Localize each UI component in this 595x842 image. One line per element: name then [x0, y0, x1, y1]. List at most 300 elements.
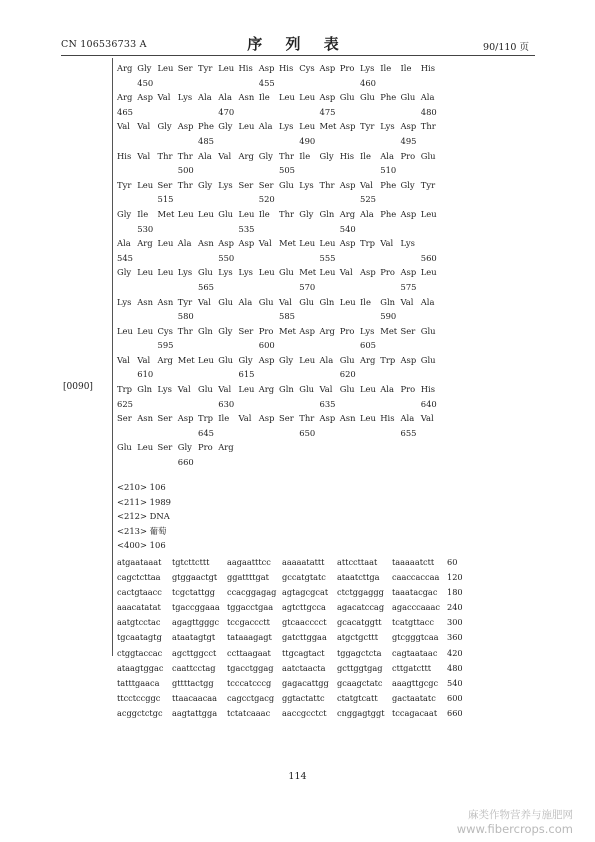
residue: Gly — [279, 354, 294, 365]
residue-number: 615 — [238, 369, 255, 380]
residue-number — [320, 367, 340, 382]
residue: Val — [380, 238, 394, 249]
residue-number — [401, 192, 421, 207]
dna-block-chunk: ccacggagag — [227, 587, 277, 598]
residue-number — [178, 251, 198, 266]
residue-number — [340, 309, 360, 324]
residue: Gly — [117, 208, 132, 219]
residue-number-row — [117, 105, 477, 120]
residue-number — [218, 367, 238, 382]
residue — [380, 440, 400, 455]
residue-number — [117, 455, 137, 470]
residue-number — [239, 76, 259, 91]
residue-number — [198, 309, 218, 324]
residue: Glu — [258, 296, 274, 307]
residue: Arg — [360, 354, 376, 365]
residue-number — [401, 222, 421, 237]
dna-block-chunk: ctatgtcatt — [337, 692, 378, 703]
dna-row — [117, 661, 469, 676]
residue-number — [137, 455, 157, 470]
residue-number — [299, 76, 319, 91]
residue: Arg — [157, 354, 173, 365]
residue-number — [218, 76, 238, 91]
dna-block-chunk: atgaataaat — [117, 557, 162, 567]
dna-block-chunk: gatcttggaa — [282, 632, 327, 643]
residue: Asp — [258, 354, 275, 365]
dna-position: 540 — [447, 677, 463, 688]
residue-number — [279, 134, 299, 149]
residue-row — [117, 265, 477, 280]
residue: Ser — [157, 413, 173, 424]
residue: Glu — [218, 354, 234, 365]
dna-block-chunk: cnggagtggt — [337, 707, 385, 718]
residue-number: 605 — [360, 340, 376, 351]
residue: Ala — [198, 150, 212, 161]
residue: Lys — [177, 267, 193, 278]
residue-number — [158, 163, 178, 178]
residue: Trp — [198, 413, 213, 424]
residue-number: 545 — [117, 252, 133, 263]
residue-number — [380, 426, 400, 441]
residue-number — [380, 76, 400, 91]
residue: Ser — [157, 179, 173, 190]
residue: Ile — [299, 150, 311, 161]
residue-number — [279, 280, 299, 295]
residue: Glu — [420, 150, 436, 161]
dna-block-chunk: cttgatcttt — [392, 662, 432, 673]
residue: Asn — [339, 413, 356, 424]
dna-block-chunk: ggtactattc — [282, 692, 325, 703]
dna-block-chunk: tgacctggag — [227, 662, 274, 673]
residue-number-row — [117, 192, 477, 207]
residue-number — [421, 338, 441, 353]
residue-number — [117, 367, 137, 382]
residue-number — [340, 134, 360, 149]
residue-number — [421, 222, 441, 237]
residue-number — [380, 134, 400, 149]
dna-position: 660 — [447, 707, 463, 718]
residue: Lys — [400, 238, 415, 249]
residue-number — [158, 309, 178, 324]
residue: Leu — [319, 267, 336, 278]
dna-position: 600 — [447, 692, 463, 703]
residue-row — [117, 440, 477, 455]
residue: Gly — [238, 354, 253, 365]
residue-number — [299, 251, 319, 266]
meta-seq-id: <210> 106 — [117, 482, 166, 492]
residue-number: 555 — [319, 252, 336, 263]
residue-number — [299, 338, 319, 353]
residue-number — [279, 76, 299, 91]
residue — [360, 440, 380, 455]
residue-number: 540 — [339, 223, 356, 234]
residue-number — [178, 76, 198, 91]
residue — [279, 440, 299, 455]
residue-number: 585 — [279, 311, 295, 322]
residue: Arg — [218, 442, 234, 453]
dna-row — [117, 555, 469, 570]
residue-number — [340, 251, 360, 266]
residue: His — [339, 150, 355, 161]
residue-number — [401, 455, 421, 470]
dna-block-chunk: cagctcttaa — [117, 572, 161, 583]
residue-number — [259, 455, 279, 470]
residue-number — [279, 397, 299, 412]
residue-number — [360, 397, 380, 412]
residue: Lys — [279, 121, 294, 132]
residue-number — [340, 338, 360, 353]
watermark-url: www.fibercrops.com — [456, 822, 573, 836]
residue: Leu — [238, 121, 255, 132]
residue-number — [259, 397, 279, 412]
residue-number — [279, 192, 299, 207]
residue: Gln — [380, 296, 396, 307]
residue-number: 520 — [258, 194, 275, 205]
dna-block-chunk: tgcaatagtg — [117, 632, 162, 643]
residue-number — [178, 134, 198, 149]
residue-number: 550 — [218, 252, 235, 263]
dna-block-chunk: taaatacgac — [392, 587, 438, 598]
meta-sequence-start: <400> 106 — [117, 540, 166, 550]
residue: Asn — [137, 296, 153, 307]
residue: Ile — [137, 208, 149, 219]
residue-number — [178, 338, 198, 353]
residue: Pro — [400, 150, 416, 161]
residue: Lys — [238, 267, 253, 278]
residue: Asp — [339, 238, 356, 249]
site-watermark — [457, 809, 573, 836]
dna-row — [117, 585, 469, 600]
residue-number — [360, 280, 380, 295]
residue-number — [299, 397, 319, 412]
residue-number — [401, 163, 421, 178]
residue-number — [380, 192, 400, 207]
residue-number — [299, 163, 319, 178]
dna-block-chunk: agcttggcct — [172, 647, 217, 658]
residue: Asp — [319, 92, 336, 103]
residue: Ile — [218, 413, 230, 424]
residue-number — [239, 309, 259, 324]
residue-number — [198, 192, 218, 207]
residue-number — [320, 455, 340, 470]
residue: Ala — [380, 150, 394, 161]
dna-row — [117, 646, 469, 661]
residue-number — [178, 192, 198, 207]
residue-number — [340, 192, 360, 207]
residue-number — [299, 222, 319, 237]
dna-block-chunk: ataatagtgt — [172, 632, 216, 643]
residue: Leu — [177, 208, 194, 219]
residue: Gly — [218, 121, 233, 132]
residue-number — [360, 163, 380, 178]
dna-block-chunk: gtcgggtcaa — [392, 632, 439, 643]
residue-number — [259, 222, 279, 237]
residue-number — [137, 251, 157, 266]
residue-number — [299, 105, 319, 120]
residue-number — [320, 426, 340, 441]
residue-number — [117, 163, 137, 178]
page-info: 90/110 页 — [483, 42, 529, 53]
residue — [239, 440, 259, 455]
residue-number-row — [117, 338, 477, 353]
residue: Ser — [177, 63, 193, 73]
residue: Leu — [258, 267, 275, 278]
residue-number — [421, 280, 441, 295]
residue-number-row — [117, 367, 477, 382]
residue: Val — [339, 267, 353, 278]
residue: Gly — [218, 325, 233, 336]
residue: Val — [137, 121, 151, 132]
residue-number-row — [117, 309, 477, 324]
residue: Leu — [137, 179, 154, 190]
left-margin-divider — [112, 58, 113, 656]
residue-number — [340, 397, 360, 412]
residue-number — [117, 222, 137, 237]
residue-number: 490 — [299, 135, 316, 146]
residue-number: 655 — [400, 427, 417, 438]
dna-block-chunk: gtggaactgt — [172, 572, 218, 583]
residue: Asp — [400, 354, 417, 365]
residue: Asp — [218, 238, 234, 249]
residue-number-row — [117, 222, 477, 237]
dna-block-chunk: aatgtcctac — [117, 617, 161, 628]
residue-number-row — [117, 397, 477, 412]
residue-number — [279, 455, 299, 470]
residue: Leu — [198, 208, 214, 219]
residue-number: 475 — [319, 106, 336, 117]
residue: Glu — [218, 296, 234, 307]
residue-number — [401, 76, 421, 91]
dna-block-chunk: agagttgggc — [172, 617, 220, 628]
residue: Gln — [319, 208, 335, 219]
dna-block-chunk: tcgctattgg — [172, 587, 215, 598]
residue-number: 525 — [360, 194, 376, 205]
residue: Val — [157, 92, 171, 103]
residue: Asp — [258, 413, 275, 424]
residue: Val — [218, 150, 232, 161]
dna-block-chunk: tgtcttcttt — [172, 557, 210, 567]
residue-number — [218, 338, 238, 353]
residue: Asn — [157, 296, 174, 307]
dna-row — [117, 600, 469, 615]
dna-block-chunk: agacatccag — [337, 602, 385, 613]
residue-number — [198, 251, 218, 266]
residue-number-row — [117, 251, 477, 266]
residue-number — [380, 105, 400, 120]
dna-block-chunk: tcatgttacc — [392, 617, 434, 628]
residue-number: 510 — [380, 165, 397, 176]
residue: Pro — [380, 267, 395, 278]
residue-number — [178, 426, 198, 441]
residue: Glu — [339, 384, 355, 395]
watermark-title: 麻类作物营养与施肥网 — [468, 809, 573, 821]
residue-number — [380, 338, 400, 353]
residue: Glu — [339, 92, 355, 103]
residue: Thr — [319, 179, 335, 190]
residue: Tyr — [360, 121, 375, 132]
residue: Ile — [380, 63, 392, 73]
residue: Asn — [137, 413, 153, 424]
residue: Gly — [117, 267, 132, 278]
residue: His — [279, 63, 294, 73]
residue-number: 640 — [420, 398, 437, 409]
residue: Lys — [360, 63, 375, 73]
residue-number — [401, 251, 421, 266]
residue: Asp — [177, 121, 194, 132]
dna-position: 60 — [447, 557, 458, 567]
residue: Leu — [137, 325, 154, 336]
residue: Ala — [400, 413, 415, 424]
residue: Ala — [238, 296, 253, 307]
residue: Lys — [218, 179, 233, 190]
residue: Lys — [380, 121, 395, 132]
dna-block-chunk: agtagcgcat — [282, 587, 329, 598]
residue-number — [279, 105, 299, 120]
residue — [259, 440, 279, 455]
residue: Asp — [339, 179, 356, 190]
residue: Glu — [279, 179, 294, 190]
residue-number — [137, 397, 157, 412]
dna-block-chunk: ttcctccggc — [117, 692, 161, 703]
residue: Ser — [117, 413, 132, 424]
dna-block-chunk: attccttaat — [337, 557, 378, 567]
residue: Tyr — [420, 179, 436, 190]
residue-number — [299, 367, 319, 382]
dna-block-chunk: tatttgaaca — [117, 677, 160, 688]
residue-number — [421, 309, 441, 324]
dna-row — [117, 615, 469, 630]
residue-number: 600 — [258, 340, 275, 351]
residue: Phe — [198, 121, 214, 132]
residue — [299, 440, 319, 455]
residue-number — [380, 222, 400, 237]
residue-number — [178, 397, 198, 412]
residue-number — [117, 338, 137, 353]
residue: Gly — [177, 442, 192, 453]
residue-number — [360, 251, 380, 266]
residue-number — [320, 163, 340, 178]
residue: Asp — [238, 238, 255, 249]
residue-number — [239, 397, 259, 412]
residue: Val — [218, 384, 232, 395]
residue: Thr — [279, 150, 294, 161]
residue: Glu — [218, 208, 234, 219]
residue — [421, 236, 441, 251]
residue: Thr — [279, 208, 294, 219]
residue-row — [117, 353, 477, 368]
residue-number — [360, 309, 380, 324]
residue: Arg — [319, 325, 335, 336]
residue-number — [198, 397, 218, 412]
meta-type: <212> DNA — [117, 511, 170, 521]
residue-number: 470 — [218, 106, 235, 117]
dna-block-chunk: ggattttgat — [227, 572, 269, 583]
residue-number: 505 — [279, 165, 295, 176]
dna-block-chunk: ttgcagtact — [282, 647, 325, 658]
residue-number — [178, 280, 198, 295]
residue: Leu — [238, 208, 255, 219]
residue: Ala — [360, 208, 374, 219]
residue-number — [320, 222, 340, 237]
dna-block-chunk: ataatcttga — [337, 572, 380, 583]
residue-number: 460 — [360, 77, 376, 88]
residue-row — [117, 236, 477, 251]
residue-number — [239, 338, 259, 353]
residue-number — [279, 338, 299, 353]
residue-number — [239, 426, 259, 441]
residue-number: 650 — [299, 427, 316, 438]
residue-number: 465 — [117, 106, 133, 117]
dna-block-chunk: aaacatatat — [117, 602, 161, 613]
residue-number: 625 — [117, 398, 133, 409]
residue: Arg — [117, 63, 133, 73]
residue: Gly — [319, 150, 334, 161]
residue: Ile — [400, 63, 412, 73]
residue-number: 455 — [258, 77, 275, 88]
dna-block-chunk: atgctgcttt — [337, 632, 378, 643]
residue: Glu — [360, 92, 375, 103]
dna-block-chunk: ctctggaggg — [337, 587, 384, 598]
residue: His — [238, 63, 253, 73]
residue: His — [117, 150, 132, 161]
residue: Gly — [400, 179, 415, 190]
residue: Asp — [177, 413, 194, 424]
dna-block-chunk: gttttactgg — [172, 677, 214, 688]
dna-block-chunk: aagtattgga — [172, 707, 218, 718]
residue: Asn — [198, 238, 214, 249]
residue: Lys — [299, 179, 314, 190]
residue: Val — [198, 296, 211, 307]
residue: Asp — [319, 413, 336, 424]
residue-number-row — [117, 163, 477, 178]
residue: Phe — [380, 92, 397, 103]
dna-block-chunk: cagtaataac — [392, 647, 438, 658]
residue-number — [340, 163, 360, 178]
residue-number — [380, 397, 400, 412]
residue-number: 515 — [157, 194, 174, 205]
residue: Asp — [400, 267, 417, 278]
dna-block-chunk: gcacatggtt — [337, 617, 382, 628]
residue: Arg — [258, 384, 275, 395]
residue-number-row — [117, 76, 477, 91]
residue: Gly — [137, 63, 152, 73]
residue-number-row — [117, 134, 477, 149]
residue-number — [158, 76, 178, 91]
residue-number — [360, 105, 380, 120]
residue-number: 590 — [380, 311, 397, 322]
residue: Gln — [279, 384, 294, 395]
residue-number — [178, 367, 198, 382]
residue: Ala — [198, 92, 212, 103]
residue-number — [259, 280, 279, 295]
residue-number — [178, 105, 198, 120]
residue-number — [279, 367, 299, 382]
residue-number — [158, 251, 178, 266]
dna-block-chunk: gcttggtgag — [337, 662, 383, 673]
residue-number: 535 — [238, 223, 255, 234]
patent-number: CN 106536733 A — [61, 39, 147, 50]
residue-number — [401, 338, 421, 353]
residue-number-row — [117, 455, 477, 470]
residue-number — [320, 309, 340, 324]
residue-number — [421, 134, 441, 149]
residue-number — [320, 76, 340, 91]
dna-row — [117, 630, 469, 645]
residue-number — [198, 163, 218, 178]
residue-number — [360, 134, 380, 149]
dna-block-chunk: gcaagctatc — [337, 677, 383, 688]
residue: Asp — [360, 267, 376, 278]
